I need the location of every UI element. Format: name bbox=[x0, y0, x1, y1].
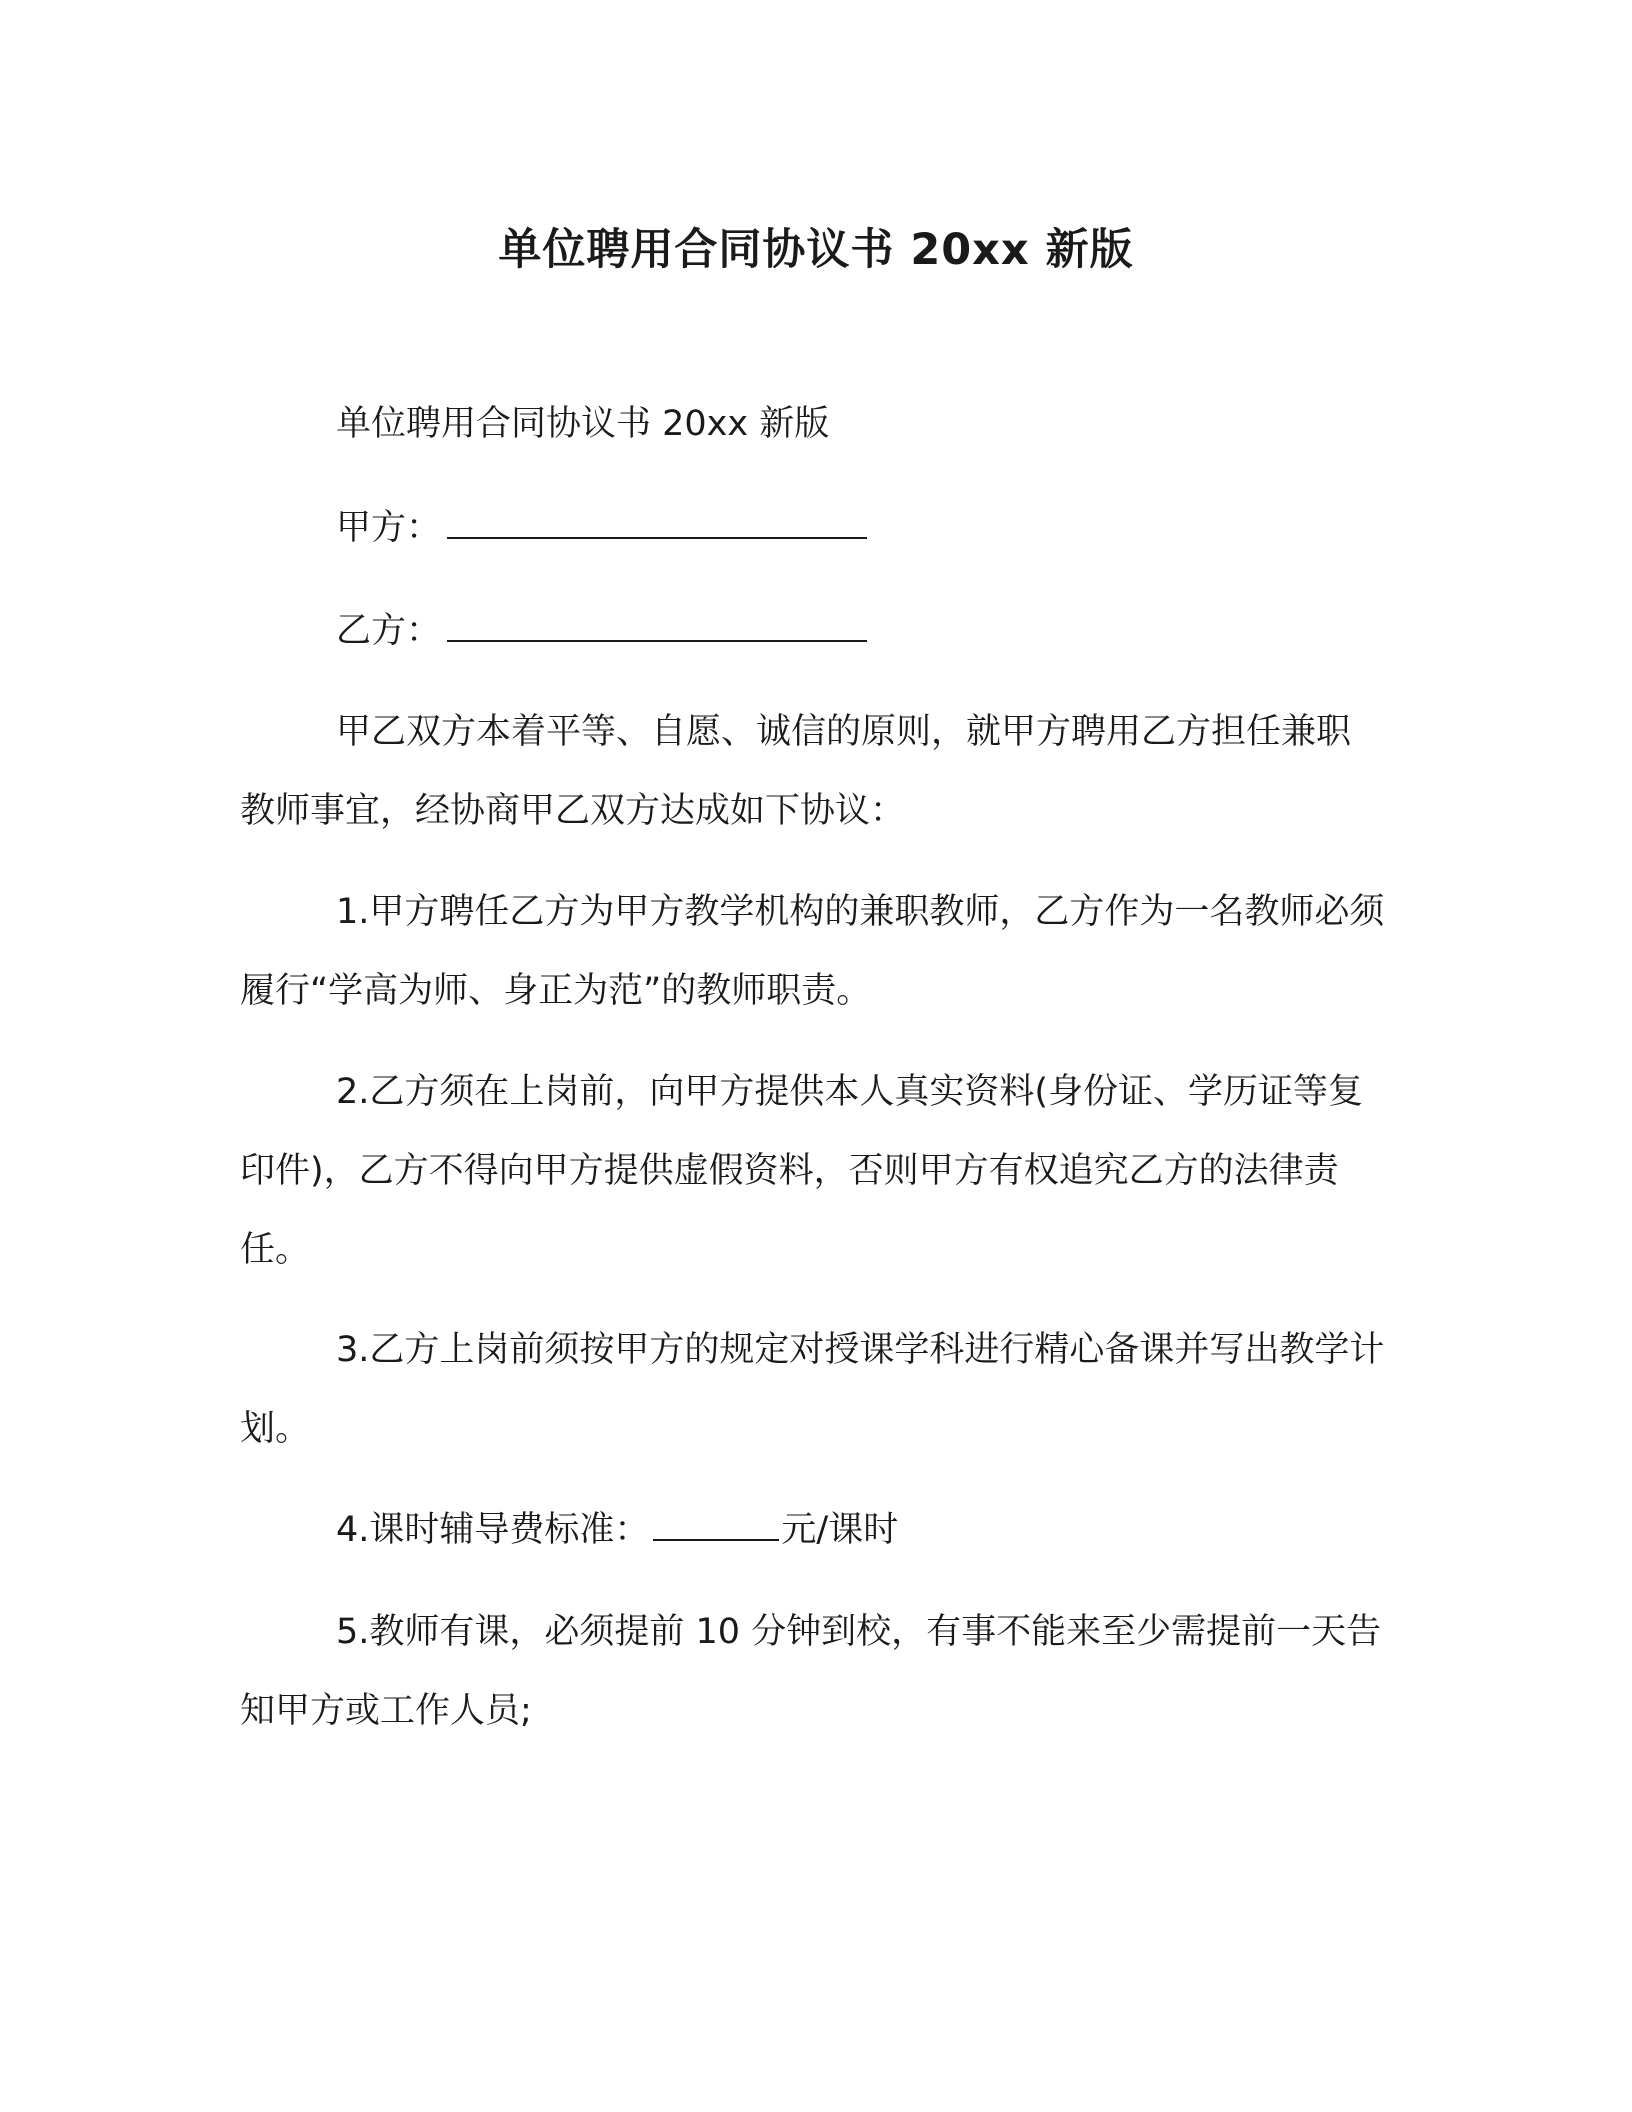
intro-paragraph: 甲乙双方本着平等、自愿、诚信的原则，就甲方聘用乙方担任兼职教师事宜，经协商甲乙双方达成如下协议： bbox=[240, 712, 1352, 831]
clause-4-prefix: 4.课时辅导费标准： bbox=[336, 1510, 650, 1550]
clause-4-suffix: 元/课时 bbox=[781, 1510, 899, 1550]
document-title: 单位聘用合同协议书 20xx 新版 bbox=[498, 225, 1134, 275]
clause-3-paragraph: 3.乙方上岗前须按甲方的规定对授课学科进行精心备课并写出教学计划。 bbox=[240, 1330, 1385, 1449]
document-subtitle: 单位聘用合同协议书 20xx 新版 bbox=[336, 404, 830, 444]
clause-1-paragraph: 1.甲方聘任乙方为甲方教学机构的兼职教师，乙方作为一名教师必须履行“学高为师、身正为范”的教师职责。 bbox=[240, 892, 1385, 1011]
clause-2-paragraph: 2.乙方须在上岗前，向甲方提供本人真实资料(身份证、学历证等复印件)，乙方不得向甲方提供虚假资料，否则甲方有权追究乙方的法律责任。 bbox=[240, 1072, 1364, 1270]
party-a-label: 甲方： bbox=[336, 508, 442, 548]
party-b-label: 乙方： bbox=[336, 611, 442, 651]
party-b-blank-line bbox=[447, 614, 867, 642]
party-a-blank-line bbox=[447, 511, 867, 539]
party-b-field bbox=[336, 603, 867, 659]
clause-5-paragraph: 5.教师有课，必须提前 10 分钟到校，有事不能来至少需提前一天告知甲方或工作人员; bbox=[240, 1612, 1382, 1731]
party-a-field bbox=[336, 500, 867, 556]
clause-4-paragraph bbox=[240, 1491, 1385, 1570]
fee-blank-line bbox=[653, 1513, 779, 1541]
